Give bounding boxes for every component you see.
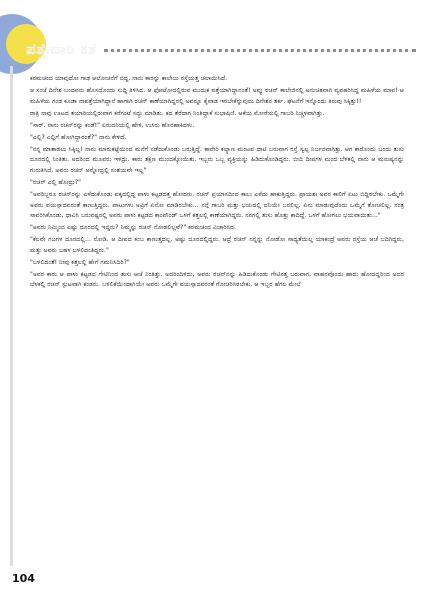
paragraph-6: "ನನ್ನ ಮಾತಾಡಲು ಸಿಕ್ಕಿಲ್ಲ! ನಾನು ಮಾರುಕಟ್ಟೆಯಿಂದ ಮನೆಗೆ ನಡೆದುಕೊಂಡು ಬರುತ್ತಿದ್ದೆ. ಕಾವೇರಿ ಕಲ್ಯಾಣ ಮಂಟಪ ದಾಟಿ ಬರುವಾಗ ರಸ್ತೆ ಸ್ವಲ್ಪ ನಿರ್ಜನವಾಗಿತ್ತು. ಆಗ ಕಾರೊಂದು ಬಂದು ತುಸು ದೂರದಲ್ಲಿ ನಿಂತಿತು. ಅದರಿಂದ ಮೂವರು ಇಳಿದ್ರು. ಕಾರು ತಕ್ಷಣ ಮುಂದಕ್ಕೋಯಿತು. ಇಬ್ಬರು ಒಬ್ಬ ವ್ಯಕ್ತಿಯನ್ನು ಹಿಡಿದುಕೊಂಡಿದ್ದರು. ಬೀದಿ ದೀಪಗಳ ಮಂದ ಬೆಳಕಲ್ಲಿ ನಾನು ಆ ಮನುಷ್ಯನನ್ನು ಗುರುತಿಸಿದೆ. ಅವರು ರಚನ್ ಅನ್ನೋದ್ರಲ್ಲಿ ಸಂಶಯವೇ ಇಲ್ಲ" [30,145,404,174]
paragraph-7: "ರಚನ್ ಎಲ್ಲಿ ಹೋದ್ರು?" [30,178,82,186]
side-margin-bar [10,66,13,566]
paragraph-3: ರಾತ್ರಿ ನಾವು ಊಟದ ತಯಾರಿಯಲ್ಲಿರುವಾಗ ಕರೆಗಂಟೆ ಸದ್ದು ಮಾಡಿತು. ಕದ ತೆರೆದಾಗ ನಿಂತಿದ್ದಾಕೆ ಸುಭಾಷಿಣಿ. ಆಕೆಯ ಮೋರೆಯಲ್ಲಿ ಗಾಬರಿ ನಿಚ್ಚಳವಾಗಿತ್ತು. [30,109,325,117]
paragraph-5: "ಎಲ್ಲಿ? ಎಲ್ಲಿಗೆ ಹೋಗಿದ್ದಾರಂತೆ?" ನಾನು ಕೇಳಿದೆ. [30,133,127,141]
paragraph-9: "ಅವರು ನಿಮ್ಮಿಂದ ಎಷ್ಟು ದೂರದಲ್ಲಿ ಇದ್ದರು? ನಿಮ್ಮನ್ನು ರಚನ್ ನೋಡಲಿಲ್ಲವೆ?" ಕರಮಚಂದ ವಿಚಾರಿಸಿದ. [30,224,236,232]
paragraph-11: "ಬಳಲಿದಂತೆ! ನೀವು ಕತ್ತಲಲ್ಲಿ ಹೇಗೆ ಗಮನಿಸಿದಿರಿ?" [30,258,130,266]
dotted-divider [104,49,416,52]
paragraph-8: "ಅವರಿಬ್ಬರೂ ರಚನ್‌ರನ್ನು ಎಳೆದುಕೊಂಡು ಪಕ್ಕದಲ್ಲಿದ್ದ ಪಾಳು ಕಟ್ಟಡದತ್ತ ಹೋದರು. ರಚನ್ ಪ್ರಯಾಸದಿಂದ ಕಾಲು ಎಳೆದು ಹಾಕುತ್ತಿದ್ದರು. ಪ್ರಾಯಶಃ ಅವರ ಕಾಲಿಗೆ ಏಟು ಬಿದ್ದಿರಬೇಕು. ಒಮ್ಮೆಗೇ ಅವರು ವಯಸ್ಸಾದವರಂತೆ ಕಾಣುತ್ತಿದ್ದರು. ಪಾಟುಗಳು ಅವ್ರಿಗೆ ಏನೋ ಮಾಡಿರಬೇಕು... ನನ್ಗೆ ಗಾಬರಿ ಮತ್ತು ಭಯದಲ್ಲಿ ದನಿಯೇ ಬರಲಿಲ್ಲ. ಏನು ಮಾಡುವುದೆಂದು ಒಮ್ಮೆಗೆ ತೋಚಲಿಲ್ಲ. ನಂತ್ರ ಸಾವರಿಸಿಕೊಂಡು, ಧಾವಿಸಿ ಬರುವಷ್ಟರಲ್ಲಿ ಅವರು ಪಾಳು ಕಟ್ಟಡದ ಕಾಂಪೌಂಡ್ ಒಳಗೆ ಕತ್ತಲಲ್ಲಿ ಕಾಣೆಯಾಗಿದ್ದರು. ನನಗಲ್ಲಿ ತುಸು ಹೊತ್ತು ಕಾದಿದ್ದೆ. ಒಳಗೆ ಹೋಗಲು ಭಯವಾಯಿತು..." [30,190,404,220]
paragraph-10: "ಕೆಲವೇ ಗಜಗಳ ದೂರದಲ್ಲಿ... ನೋಡಿ. ಆ ದೀಪದ ಕಂಬ ಕಾಣುತ್ತದಲ್ಲ. ಅಷ್ಟು ದೂರದಲ್ಲಿದ್ದರು. ಆದ್ರೆ ರಚನ್ ನನ್ನನ್ನು ನೋಡೋ ಸಾಧ್ಯತೆಯಿಲ್ಲ ಯಾಕಂದ್ರೆ ಅವರು ರಸ್ತೆಯ ಆಚೆ ಬದಿಗಿದ್ದರು, ಮತ್ತು ಅವರು ಬಹಳ ಬಳಲಿದಂತಿದ್ದರು." [30,236,404,254]
section-title: ಪತ್ತೇದಾರಿ ಕತೆ [26,40,97,58]
article-body [30,74,404,292]
paragraph-4: "ಸಾರ್. ನಾನು ರಚನ್‌ರನ್ನು ಕಂಡೆ!" ಏರುದನಿಯಲ್ಲಿ ಹೇಳಿ, ಉಸಿರು ಹೊರಹಾಕಿದಳು. [30,121,195,129]
page-number: 104 [12,572,35,585]
paragraph-12: "ಅವರ ಕಾರು ಆ ಪಾಳು ಕಟ್ಟಡದ ಗೇಟಿನಿಂದ ತುಸು ಆಚೆ ನಿಂತಿತ್ತು. ಅದರಿಂದಿಳಿದು, ಅವರು ರಚನ್‌ನನ್ನು ಹಿಡಿದುಕೊಂಡು ಗೇಟಿನತ್ತ ಬರುವಾಗ, ವಾಹನವೊಂದು ಹಾದು ಹೋದದ್ದರಿಂದ ಅದರ ಬೆಳಕಲ್ಲಿ ರಚನ್ ಸ್ಪುಟವಾಗಿ ಕಂಡರು. ಬಳಲಿಕೆಯಿಂದಾಗಿಯೇ ಅವರು ಒಮ್ಮೆಗೇ ವಯಸ್ಸಾದವರಂತೆ ಗೋಚರಿಸಿರಬೇಕು. ಆ ಇಬ್ಬರ ಹೆಗಲ ಮೇಲೆ [30,270,404,289]
paragraph-2: ಆ ಸಂಜೆ ದಿನೇಶ ಬಂದವನು ಹೊಸದೊಂದು ಸುದ್ದಿ ತಿಳಿಸಿದ. ಆ ಫೋಟೋದಲ್ಲಿರುವ ಮುದುಕ ಪತ್ತೆಯಾಗಿದ್ದಾನಂತೆ! ಅವ್ವು ರಚನ್ ಕಾಲೇಜಿನಲ್ಲಿ ಅನುಚಿತವಾಗಿ ವ್ಯವಹರಿಸಿದ್ದ ಮಹಿಳೆಯ ಮಾವ! ಆ ಮಹಿಳೆಯ ಗಂಡ ಕೂಡಾ ನಾಪತ್ತೆಯಾಗಿದ್ದಾನೆ ಹಾಗಾಗಿ ರಚನ್ ಕಾಣೆಯಾಗಿದ್ದರಲ್ಲಿ ಅವನ್ನೂ ಕೈವಾಡ ಇರಬೇಕೆನ್ನುವುದು ದಿನೇಶನ ತರ್ಕ. ಘಟನೆಗೆ ಇನ್ನೊಂದು ತಿರುವು ಸಿಕ್ಕಿತ್ತು!! [30,87,404,105]
paragraph-1: ಕರಮಚಂದ ಯಾವುದೋ ಗಾಢ ಆಲೋಚನೆಗೆ ಬಿದ್ದ. ನಾನು ಕಾರನ್ನು ಕಾಲೇಜು ರಸ್ತೆಯತ್ತ ಚಲಾಯಿಸಿದೆ. [30,75,228,82]
